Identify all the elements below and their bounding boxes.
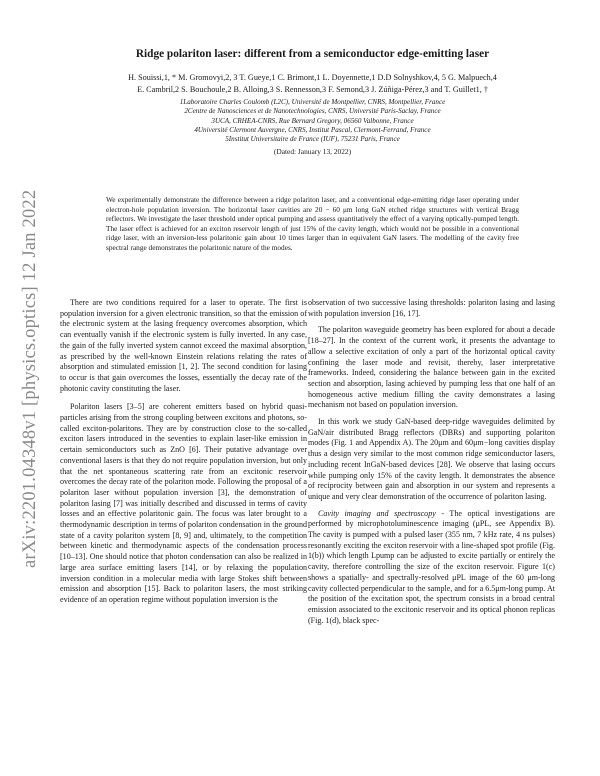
section-heading: Cavity imaging and spectroscopy: [318, 508, 436, 518]
affiliation: 2Centre de Nanosciences et de Nanotechnologies, CNRS, Université Paris-Saclay, France: [184, 107, 441, 116]
body-paragraph: Polariton lasers [3–5] are coherent emitters based on hybrid quasi-particles arising from the strong coupling between excitons and photons, so-called exciton-polaritons. They are by construction close to the so-called exciton lasers introduced in the seventies to explain laser-like emission in certain semiconductors such as ZnO [6]. Their putative advantage over conventional lasers is that they do not require population inversion, but only that the net spontaneous scattering rate from an excitonic reservoir overcomes the decay rate of the polariton mode. Following the proposal of a polariton laser without population inversion [3], the demonstration of polariton lasing [7] was initially described and discussed in terms of cavity losses and an effective polaritonic gain. The focus was later brought to a thermodynamic description in terms of polariton condensation in the ground state of a cavity polariton system [8, 9] and, ultimately, to the competition between kinetic and thermodynamic aspects of the condensation process [10–13]. One should notice that photon condensation can also be realized in large area surface emitting lasers [14], or by relaxing the population inversion condition in a molecular media with large Stokes shift between emission and absorption [15]. Back to polariton lasers, the most striking evidence of an operation regime without population inversion is the: [60, 402, 307, 604]
author-line: E. Cambril,2 S. Bouchoule,2 B. Alloing,3 S. Rennesson,3 F. Semond,3 J. Zúñiga-Pérez,3 and T. Guillet1, †: [137, 85, 488, 94]
body-paragraph: observation of two successive lasing thresholds: polariton lasing and lasing with population inversion [16, 17].: [308, 298, 555, 318]
right-column: [308, 298, 555, 632]
body-paragraph: The polariton waveguide geometry has been explored for about a decade [18–27]. In the context of the current work, it presents the advantage to allow a selective excitation of only a part of the horizontal optical cavity confining the laser mode and revisit, thereby, laser interpretative frameworks. Indeed, considering the balance between gain in the excited section and absorption, lasing achieved by pumping less that one half of an homogeneous active medium filling the cavity demonstrates a lasing mechanism not based on population inversion.: [308, 325, 555, 410]
affiliation: 1Laboratoire Charles Coulomb (L2C), Université de Montpellier, CNRS, Montpellier, France: [179, 98, 446, 106]
author-list: [60, 72, 565, 96]
paper-title: Ridge polariton laser: different from a semiconductor edge-emitting laser: [135, 48, 490, 60]
arxiv-stamp: [6, 8, 40, 568]
body-paragraph: [308, 509, 555, 627]
section-text: - The optical investigations are performed by microphotoluminescence imaging (μPL, see Appendix B). The cavity is pumped with a pulsed laser (355 nm, 7 kHz rate, 4 ns pulses) resonantly exciting the exciton reservoir with a line-shaped spot profile (Fig. 1(b)) which length Lpump can be adjusted to excite partially or entirely the cavity, therefore controlling the size of the exciton reservoir. Figure 1(c) shows a spatially- and spectrally-resolved μPL image of the 60 μm-long cavity collected perpendicular to the sample, and for a 6.5μm-long pump. At the position of the excitation spot, the spectrum consists in a broad central emission associated to the excitonic reservoir and its optical phonon replicas (Fig. 1(d), black spec-: [308, 508, 556, 625]
abstract: We experimentally demonstrate the difference between a ridge polariton laser, and a conventional edge-emitting ridge laser operating under electron-hole population inversion. The horizontal laser cavities are 20 − 60 μm long GaN etched ridge structures with vertical Bragg reflectors. We investigate the laser threshold under optical pumping and assess quantitatively the effect of a varying optically-pumped length. The laser effect is achieved for an exciton reservoir length of just 15% of the cavity length, which would not be possible in a conventional ridge laser, with an inversion-less polaritonic gain about 10 times larger than in equivalent GaN lasers. The modelling of the cavity free spectral range demonstrates the polaritonic nature of the modes.: [106, 195, 519, 252]
paper-header: [60, 48, 565, 156]
date-line: (Dated: January 13, 2022): [273, 147, 352, 157]
author-line: H. Souissi,1, * M. Gromovyi,2, 3 T. Gueye,1 C. Brimont,1 L. Doyennette,1 D.D Solnyshkov,4, 5 G. Malpuech,4: [128, 73, 497, 82]
affiliation-list: [60, 98, 565, 144]
body-paragraph: There are two conditions required for a laser to operate. The first is population inversion for a given electronic transition, so that the emission of the electronic system at the lasing frequency overcomes absorption, which can eventually vanish if the electronic system is fully inverted. In any case, the gain of the fully inverted system cannot exceed the maximal absorption, as prescribed by the well-known Einstein relations relating the rates of absorption and stimulated emission [1, 2]. The second condition for lasing to occur is that gain overcomes the losses, essentially the decay rate of the photonic cavity constituting the laser.: [60, 298, 307, 393]
affiliation: 5Institut Universitaire de France (IUF), 75231 Paris, France: [225, 135, 400, 144]
body-paragraph: In this work we study GaN-based deep-ridge waveguides delimited by GaN/air distributed Bragg reflectors (DBRs) and supporting polariton modes (Fig. 1 and Appendix A). The 20μm and 60μm−long cavities display thus a design very similar to the most common ridge semiconductor lasers, including recent InGaN-based devices [28]. We observe that lasing occurs while pumping only 15% of the cavity length. It demonstrates the absence of reciprocity between gain and absorption in our system and represents a unique and very clear demonstration of the occurrence of polariton lasing.: [308, 417, 555, 501]
arxiv-identifier: arXiv:2201.04348v1 [physics.optics] 12 Jan 2022: [20, 189, 40, 568]
affiliation: 4Université Clermont Auvergne, CNRS, Institut Pascal, Clermont-Ferrand, France: [194, 125, 431, 134]
left-column: [60, 298, 307, 612]
affiliation: 3UCA, CRHEA-CNRS, Rue Bernard Gregory, 06560 Valbonne, France: [211, 116, 414, 125]
